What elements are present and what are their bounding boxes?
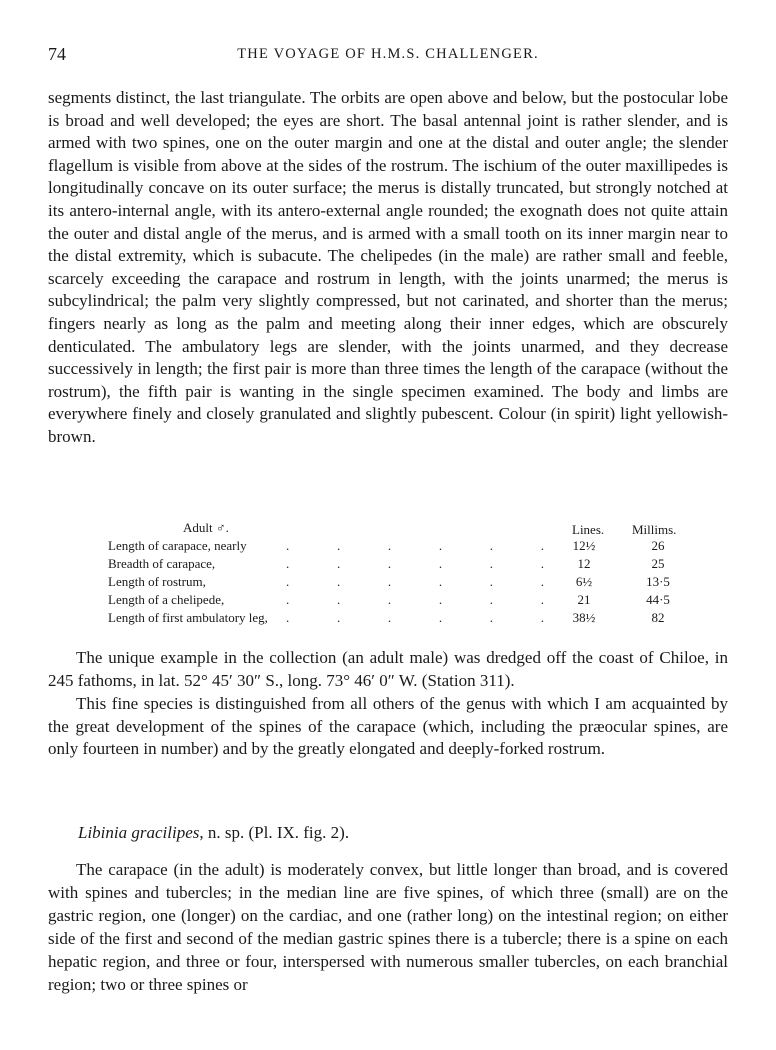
leader-dots: . . . . . . bbox=[286, 574, 544, 589]
leader-dots: . . . . . . bbox=[286, 610, 544, 625]
measurement-label: Length of carapace, nearly bbox=[108, 538, 247, 553]
specimen-label: Adult ♂. bbox=[183, 520, 229, 535]
paragraph-locality: The unique example in the collection (an adult male) was dredged off the coast of Chiloe, in 245 fathoms, in lat. 52° 45′ 30″ S., long. 73° 46′ 0″ W. (Station 311). bbox=[48, 648, 728, 690]
paragraph-description: segments distinct, the last triangulate. The orbits are open above and below, but the postocular lobe is broad and well developed; the eyes are short. The basal antennal joint is rather slender, and is armed with two spines, one on the outer margin and one at the distal and outer angle; the slender flagellum is visible from above at the sides of the rostrum. The ischium of the outer maxillipedes is longitudinally concave on its outer surface; the merus is distally truncated, but strongly notched at its antero-internal angle, with its antero-external angle rounded; the exognath does not quite attain the outer and distal angle of the merus, and is armed with a small tooth on its inner margin near to the distal extremity, which is subacute. The chelipedes (in the male) are rather small and feeble, scarcely exceeding the carapace and rostrum in length, with the joints unarmed; the merus is subcylindrical; the palm very slightly compressed, but not carinated, and shorter than the merus; fingers nearly as long as the palm and meeting along their inner edges, which are obscurely denticulated. The ambulatory legs are slender, with the joints unarmed, and they decrease successively in length; the first pair is more than three times the length of the carapace (without the rostrum), the fifth pair is wanting in the single specimen examined. The body and limbs are everywhere finely and closely granulated and slightly pubescent. Colour (in spirit) light yellowish-brown. bbox=[48, 88, 728, 446]
measurement-label: Breadth of carapace, bbox=[108, 556, 216, 571]
species-heading-suffix: , n. sp. (Pl. IX. fig. 2). bbox=[199, 823, 350, 842]
measurements-header bbox=[108, 518, 708, 538]
measurement-row bbox=[108, 556, 708, 574]
measurement-row bbox=[108, 538, 708, 556]
measurement-lines: 6½ bbox=[575, 574, 593, 589]
measurements-table bbox=[108, 518, 708, 628]
column-header-lines: Lines. bbox=[572, 522, 605, 537]
measurement-row bbox=[108, 592, 708, 610]
leader-dots: . . . . . . bbox=[286, 538, 544, 553]
measurement-lines: 38½ bbox=[572, 610, 596, 625]
measurement-lines: 21 bbox=[577, 592, 591, 607]
column-header-millims: Millims. bbox=[632, 522, 677, 537]
measurement-row bbox=[108, 574, 708, 592]
paragraph-carapace: The carapace (in the adult) is moderately convex, but little longer than broad, and is covered with spines and tubercles; in the median line are five spines, of which three (small) are on the gastric region, one (longer) on the cardiac, and one (rather long) on the intestinal region; on either side of the first and second of the median gastric spines there is a tubercle; there is a spine on each hepatic region, and three or four, interspersed with numerous smaller tubercles, on each branchial region; two or three spines or bbox=[48, 860, 728, 994]
measurement-lines: 12 bbox=[577, 556, 591, 571]
running-head: THE VOYAGE OF H.M.S. CHALLENGER. bbox=[237, 46, 539, 62]
leader-dots: . . . . . . bbox=[286, 556, 544, 571]
page-header bbox=[48, 44, 728, 66]
page-number: 74 bbox=[48, 44, 66, 64]
measurement-millims: 25 bbox=[651, 556, 665, 571]
paragraph-diagnosis: This fine species is distinguished from all others of the genus with which I am acquainted by the great development of the spines of the carapace (which, including the præocular spines, are only fourteen in number) and by the greatly elongated and deeply-forked rostrum. bbox=[48, 694, 728, 758]
measurement-lines: 12½ bbox=[572, 538, 596, 553]
measurement-label: Length of a chelipede, bbox=[108, 592, 225, 607]
measurement-label: Length of first ambulatory leg, bbox=[108, 610, 268, 625]
measurement-row bbox=[108, 610, 708, 628]
measurement-millims: 82 bbox=[651, 610, 665, 625]
measurement-millims: 13·5 bbox=[646, 574, 670, 589]
measurement-label: Length of rostrum, bbox=[108, 574, 206, 589]
measurement-millims: 44·5 bbox=[646, 592, 670, 607]
species-heading bbox=[78, 823, 349, 843]
measurement-millims: 26 bbox=[651, 538, 665, 553]
leader-dots: . . . . . . bbox=[286, 592, 544, 607]
species-name: Libinia gracilipes bbox=[78, 823, 200, 842]
